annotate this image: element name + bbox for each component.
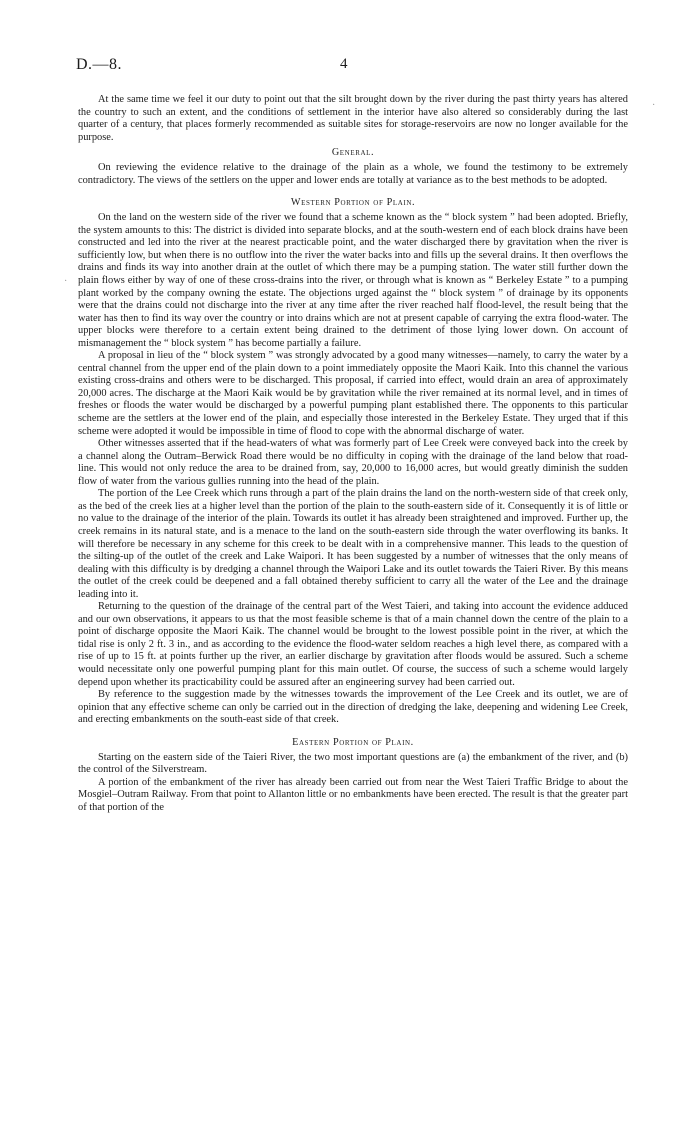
paragraph-general: On reviewing the evidence relative to the drainage of the plain as a whole, we found the testimony to be extremely contradictory. The views of the settlers on the upper and lower ends are totally at variance as to the best methods to be adopted. (78, 162, 628, 186)
paragraph-western-3: Other witnesses asserted that if the head-waters of what was formerly part of Lee Creek were conveyed back into the creek by a channel along the Outram–Berwick Road there would be no difficulty in coping with the drainage of the land below that road-line. This would not only reduce the area to be drained from, say, 20,000 to 16,000 acres, but would greatly diminish the sudden flow of water from the various gullies running into the head of the plain. (78, 438, 628, 487)
document-reference: D.—8. (76, 56, 123, 73)
margin-mark: · (64, 276, 68, 287)
paragraph-western-1: On the land on the western side of the river we found that a scheme known as the “ block system ” had been adopted. Briefly, the system amounts to this: The district is divided into separate blocks, and at the south-western end of each block drains have been constructed and led into the river at the nearest practicable point, and the water discharged there by gravitation when the river is sufficiently low, but when there is no outflow into the river the water backs into and fills up the several drains. It then overflows the drains and finds its way into another drain at the outlet of which there may be a pumping station. The water still further down the plain flows either by way of one of these cross-drains into the river, or through what is known as “ Berkeley Estate ” to a pumping plant worked by the company owning the estate. The objections urged against the “ block system ” of drainage by its opponents were that the drains could not discharge into the river at any time after the river reached half flood-level, the result being that the water has then to find its way over the country or into drains which are not at present capable of carrying the extra flood-water. The upper blocks were therefore to a certain extent being drained to the detriment of those lying lower down. On account of mismanagement the “ block system ” has become partially a failure. (78, 212, 628, 349)
margin-mark: · (652, 100, 656, 111)
paragraph-intro: At the same time we feel it our duty to point out that the silt brought down by the river during the past thirty years has altered the country to such an extent, and the conditions of settlement in the interior have also altered so considerably during the last quarter of a century, that places formerly recommended as suitable sites for storage-reservoirs are now no longer available for the purpose. (78, 94, 628, 143)
paragraph-eastern-1: Starting on the eastern side of the Taieri River, the two most important questions are (a) the embankment of the river, and (b) the control of the Silverstream. (78, 751, 628, 776)
section-heading-general: General. (331, 147, 375, 159)
paragraph-western-2: A proposal in lieu of the “ block system ” was strongly advocated by a good many witnesses—namely, to carry the water by a central channel from the upper end of the plain down to a point immediately opposite the Maori Kaik. Into this channel the various existing cross-drains and others were to be discharged. This proposal, if carried into effect, would drain an area of approximately 20,000 acres. The discharge at the Maori Kaik would be by gravitation while the river remained at its normal level, and in times of freshes or floods the water would be discharged by a powerful pumping plant established there. The opponents to this particular scheme are the settlers at the lower end of the plain, and especially those interested in the Berkeley Estate. They urged that if this scheme were adopted it would be impossible in time of flood to cope with the abnormal discharge of water. (78, 350, 628, 437)
section-heading-eastern: Eastern Portion of Plain. (292, 736, 414, 748)
page-number: 4 (340, 56, 348, 72)
paragraph-eastern-2: A portion of the embankment of the river has already been carried out from near the West Taieri Traffic Bridge to about the Mosgiel–Outram Railway. From that point to Allanton little or no embankments have been erected. The result is that the greater part of that portion of the (78, 776, 628, 813)
paragraph-western-6: By reference to the suggestion made by the witnesses towards the improvement of the Lee Creek and its outlet, we are of opinion that any effective scheme can only be carried out in the direction of dredging the lake, deepening and widening Lee Creek, and erecting embankments on the south-east side of that creek. (78, 689, 628, 726)
document-body (78, 94, 628, 814)
page-header (76, 56, 636, 78)
paragraph-western-4: The portion of the Lee Creek which runs through a part of the plain drains the land on the north-western side of that creek only, as the bed of the creek lies at a higher level than the portion of the plain to the south-eastern side of it. Consequently it is of little or no value to the drainage of the interior of the plain. Towards its outlet it has already been straightened and improved. Further up, the creek remains in its natural state, and is a menace to the land on the south-eastern side through the water overflowing its banks. It will therefore be necessary in any scheme for this creek to be dealt with in a comprehensive manner. This leads to the question of the silting-up of the outlet of the creek and Lake Waipori. It has been suggested by a number of witnesses that the only means of dealing with this difficulty is by dredging a channel through the Waipori Lake and its outlet towards the Taieri River. By this means the outlet of the creek could be deepened and a fall obtained thereby sufficient to carry all the water of the Lee and the drainage leading into it. (78, 488, 628, 600)
paragraph-western-5: Returning to the question of the drainage of the central part of the West Taieri, and taking into account the evidence adduced and our own observations, it appears to us that the most feasible scheme is that of a main channel down the centre of the plain to a point of discharge opposite the Maori Kaik. The channel would be brought to the lowest possible point in the river, at which the tidal rise is only 2 ft. 3 in., and as according to the evidence the flood-water seldom reaches a high level there, as compared with a rise of up to 15 ft. at points further up the river, an earlier discharge by gravitation after floods would be assured. Such a scheme would necessitate only one powerful pumping plant for this main outlet. Of course, the success of such a scheme would largely depend upon whether its practicability could be assured after an engineering survey had been carried out. (78, 601, 628, 688)
section-heading-western: Western Portion of Plain. (290, 197, 416, 209)
